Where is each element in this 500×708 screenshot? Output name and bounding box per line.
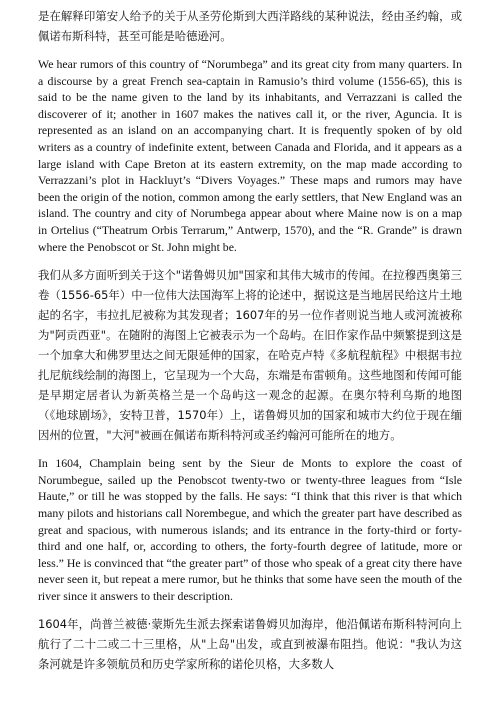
paragraph-zh-1: 是在解释印第安人给予的关于从圣劳伦斯到大西洋路线的某种说法，经由圣约翰，或佩诺布斯科特，甚至可能是哈德逊河。 [38, 9, 462, 43]
paragraph-zh-3: 1604年，尚普兰被德·蒙斯先生派去探索诺鲁姆贝加海岸，他沿佩诺布斯科特河向上航行了二十二或二十三里格，从"上岛"出发，或直到被瀑布阻挡。他说："我认为这条河就是许多领航员和历史学家所称的诺伦贝格，大多数人 [38, 617, 462, 672]
paragraph-zh-2: 我们从多方面听到关于这个"诺鲁姆贝加"国家和其伟大城市的传闻。在拉穆西奥第三卷（1556-65年）中一位伟大法国海军上将的论述中，据说这是当地居民给这片土地起的名字，韦拉扎尼被称为其发现者；1607年的另一位作者则说当地人或河流被称为"阿贡西亚"。在随附的海图上它被表示为一个岛屿。在旧作家作品中频繁提到这是一个加拿大和佛罗里达之间无限延伸的国家，在哈克卢特《多航程航程》中根据韦拉扎尼航线绘制的海图上，它呈现为一个大岛，东端是布雷顿角。这些地图和传闻可能是早期定居者认为新英格兰是一个岛屿这一观念的起源。在奥尔特利乌斯的地图（《地球剧场》，安特卫普，1570年）上，诺鲁姆贝加的国家和城市大约位于现在缅因州的位置，"大河"被画在佩诺布斯科特河或圣约翰河可能所在的地方。 [38, 268, 462, 443]
paragraph-en-1: We hear rumors of this country of “Norumbega” and its great city from many quarters. In a discourse by a great French sea-captain in Ramusio’s third volume (1556-65), this is said to be the name given to the land by its inhabitants, and Verrazzani is called the discoverer of it; another in 1607 makes the natives call it, or the river, Aguncia. It is represented as an island on an accompanying chart. It is frequently spoken of by old writers as a country of indefinite extent, between Canada and Florida, and it appears as a large island with Cape Breton at its eastern extremity, on the map made according to Verrazzani’s plot in Hackluyt’s “Divers Voyages.” These maps and rumors may have been the origin of the notion, common among the early settlers, that New England was an island. The country and city of Norumbega appear about where Maine now is on a map in Ortelius (“Theatrum Orbis Terrarum,” Antwerp, 1570), and the “R. Grande” is drawn where the Penobscot or St. John might be. [38, 57, 462, 254]
paragraph-en-2: In 1604, Champlain being sent by the Sieur de Monts to explore the coast of Norumbegue, sailed up the Penobscot twenty-two or twenty-three leagues from “Isle Haute,” or till he was stopped by the falls. He says: “I think that this river is that which many pilots and historians call Norembegue, and which the greater part have described as great and spacious, with numerous islands; and its entrance in the forty-third or forty-third and one half, or, according to others, the forty-fourth degree of latitude, more or less.” He is convinced that “the greater part” of those who speak of a great city there have never seen it, but repeat a mere rumor, but he thinks that some have seen the mouth of the river since it answers to their description. [38, 456, 462, 603]
